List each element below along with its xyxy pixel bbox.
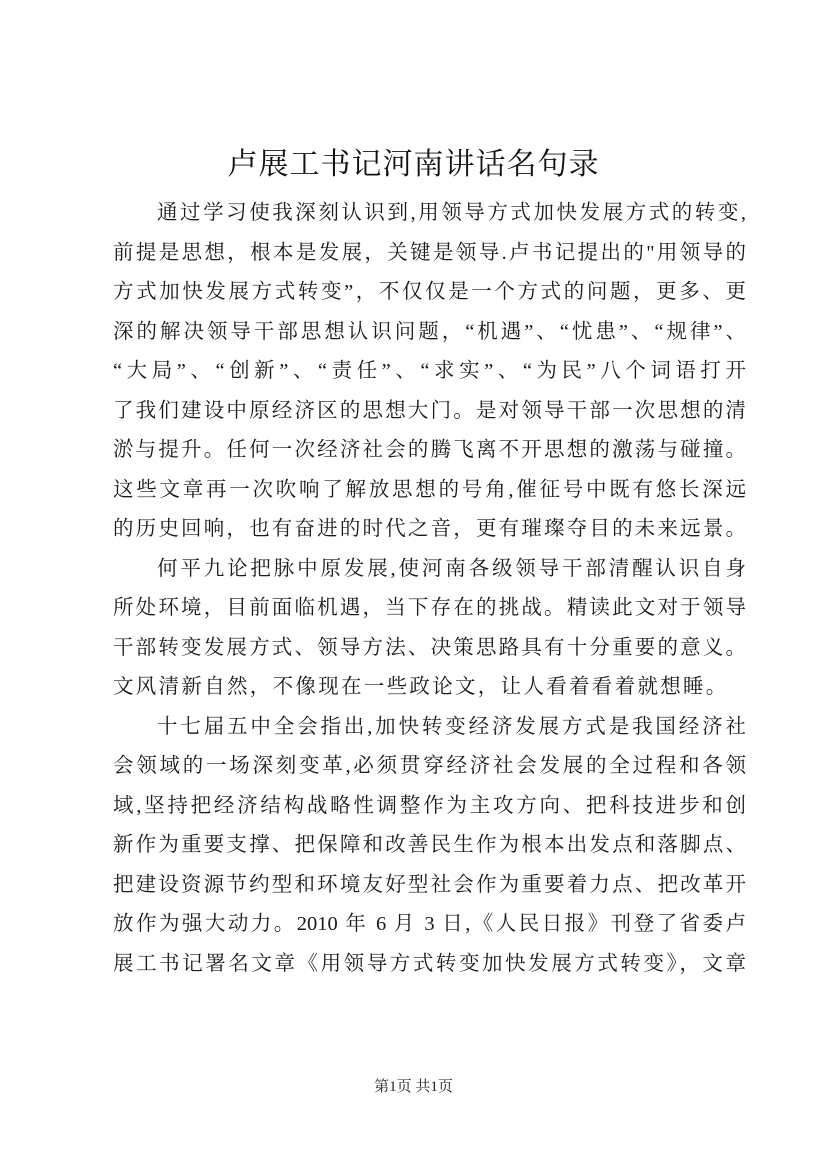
text-line: 这些文章再一次吹响了解放思想的号角,催征号中既有悠长深远 [113, 478, 746, 501]
text-line: 文风清新自然，不像现在一些政论文，让人看着看着就想睡。 [113, 676, 729, 698]
text-line: 深的解决领导干部思想认识问题，“机遇”、“忧患”、“规律”、 [113, 320, 746, 343]
document-title: 卢展工书记河南讲话名句录 [227, 148, 600, 181]
text-line: 通过学习使我深刻认识到,用领导方式加快发展方式的转变, [157, 202, 746, 224]
text-line: 把建设资源节约型和环境友好型社会作为重要着力点、把改革开 [113, 873, 746, 896]
text-line: 十七届五中全会指出,加快转变经济发展方式是我国经济社 [157, 715, 746, 738]
page-number-footer: 第1页 共1页 [374, 1079, 453, 1095]
text-line: 新作为重要支撑、把保障和改善民生作为根本出发点和落脚点、 [113, 834, 746, 856]
text-line: 会领域的一场深刻变革,必须贯穿经济社会发展的全过程和各领 [113, 755, 746, 777]
document-body [113, 194, 746, 984]
text-line: 域,坚持把经济结构战略性调整作为主攻方向、把科技进步和创 [113, 794, 746, 817]
paragraph-1 [113, 194, 746, 550]
text-line: 放作为强大动力。2010 年 6 月 3 日,《人民日报》刊登了省委卢 [113, 913, 746, 935]
paragraph-3 [113, 708, 746, 985]
text-line: 的历史回响，也有奋进的时代之音，更有璀璨夺目的未来远景。 [113, 518, 746, 540]
text-line: 何平九论把脉中原发展,使河南各级领导干部清醒认识自身 [157, 557, 746, 580]
text-line: “大局”、“创新”、“责任”、“求实”、“为民”八个词语打开 [113, 360, 746, 382]
text-line: 前提是思想，根本是发展，关键是领导.卢书记提出的"用领导的 [113, 241, 746, 264]
text-line: 了我们建设中原经济区的思想大门。是对领导干部一次思想的清 [113, 399, 746, 422]
text-line: 方式加快发展方式转变”，不仅仅是一个方式的问题，更多、更 [113, 281, 746, 303]
paragraph-2 [113, 550, 746, 708]
text-line: 展工书记署名文章《用领导方式转变加快发展方式转变》，文章 [113, 952, 746, 975]
text-line: 干部转变发展方式、领导方法、决策思路具有十分重要的意义。 [113, 636, 746, 659]
text-line: 淤与提升。任何一次经济社会的腾飞离不开思想的激荡与碰撞。 [113, 439, 746, 461]
text-line: 所处环境，目前面临机遇，当下存在的挑战。精读此文对于领导 [113, 597, 746, 619]
